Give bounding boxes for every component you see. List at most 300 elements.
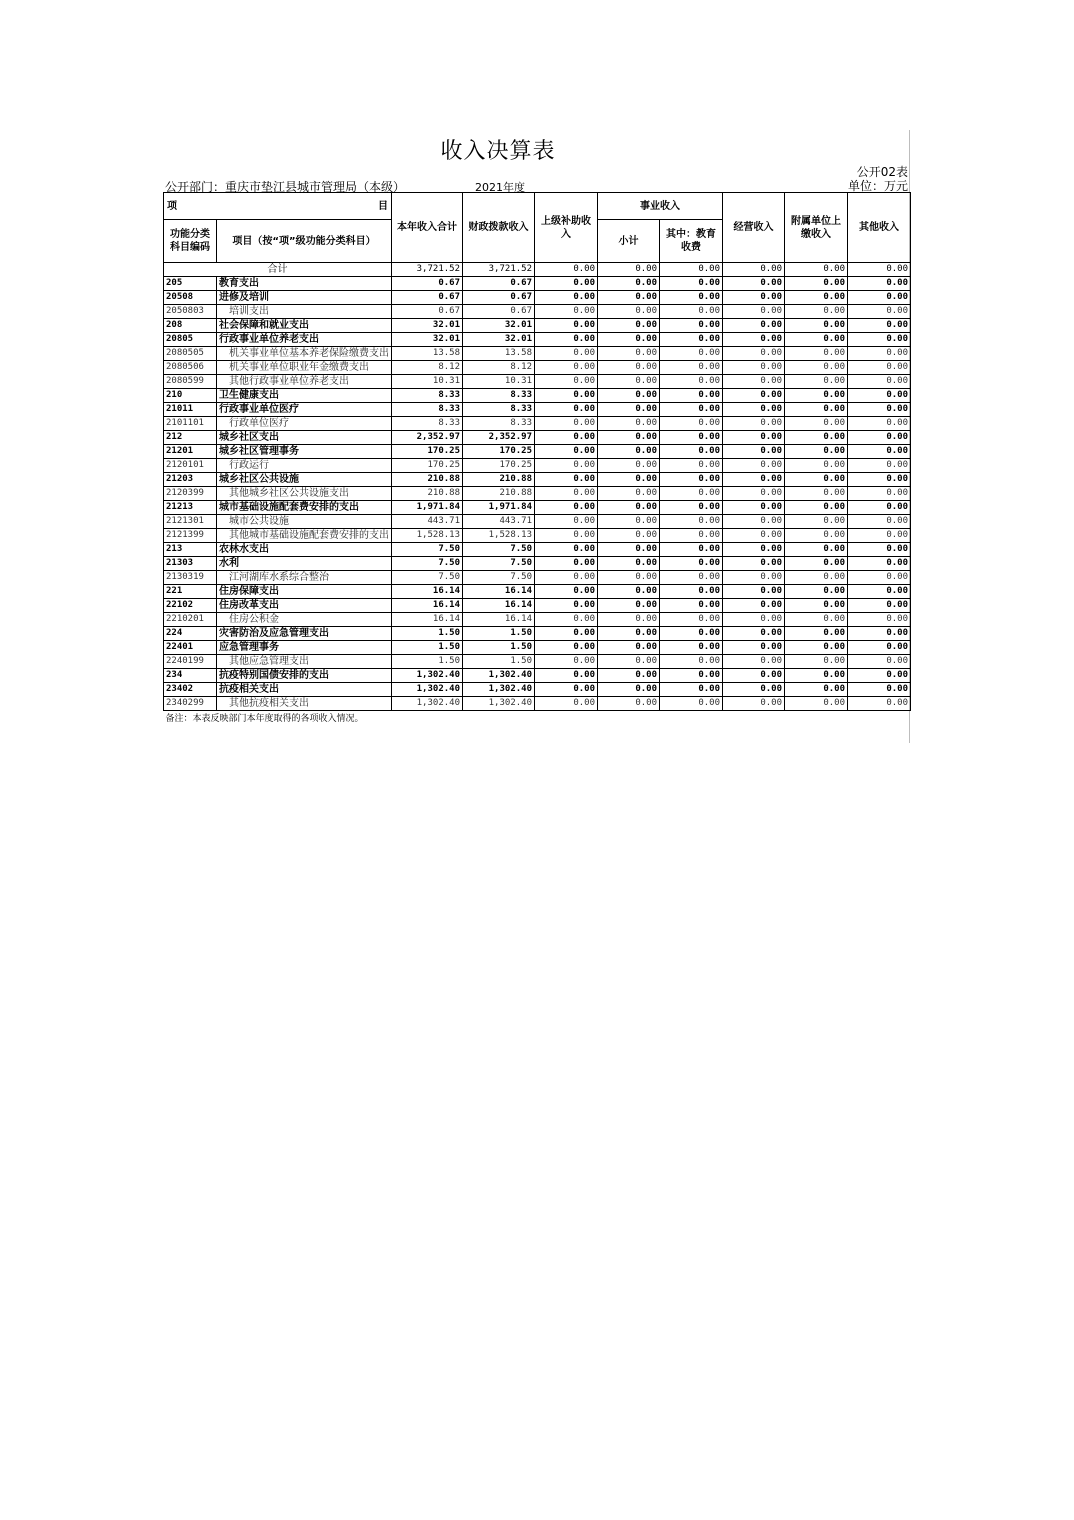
row-value: 0.00 (598, 263, 660, 277)
row-value: 0.00 (723, 291, 785, 305)
row-value: 0.00 (598, 431, 660, 445)
row-value: 0.00 (848, 263, 911, 277)
row-value: 16.14 (463, 613, 535, 627)
row-value: 32.01 (463, 333, 535, 347)
row-name: 卫生健康支出 (217, 389, 392, 403)
row-value: 1,302.40 (392, 697, 463, 711)
row-value: 0.00 (848, 627, 911, 641)
row-value: 0.00 (660, 361, 723, 375)
row-value: 0.00 (723, 375, 785, 389)
row-code: 2101101 (164, 417, 217, 431)
row-name: 应急管理事务 (217, 641, 392, 655)
row-value: 0.00 (848, 641, 911, 655)
row-code: 2240199 (164, 655, 217, 669)
row-value: 0.00 (660, 613, 723, 627)
row-value: 16.14 (392, 585, 463, 599)
row-value: 0.00 (660, 697, 723, 711)
row-name: 培训支出 (217, 305, 392, 319)
row-value: 0.00 (785, 333, 848, 347)
row-value: 1,302.40 (463, 683, 535, 697)
row-value: 0.00 (785, 347, 848, 361)
table-row (164, 641, 911, 655)
row-value: 0.00 (598, 655, 660, 669)
row-value: 0.00 (723, 389, 785, 403)
table-row (164, 291, 911, 305)
row-value: 0.00 (848, 613, 911, 627)
row-value: 0.00 (660, 529, 723, 543)
row-value: 0.00 (848, 459, 911, 473)
row-value: 0.00 (660, 459, 723, 473)
row-code: 221 (164, 585, 217, 599)
table-row (164, 361, 911, 375)
table-row (164, 487, 911, 501)
row-value: 8.33 (463, 389, 535, 403)
row-value: 0.00 (535, 585, 598, 599)
row-value: 0.00 (848, 389, 911, 403)
row-value: 0.00 (535, 501, 598, 515)
row-name: 行政事业单位养老支出 (217, 333, 392, 347)
row-code: 224 (164, 627, 217, 641)
row-value: 0.00 (785, 669, 848, 683)
header-mu: 目 (378, 200, 388, 212)
row-name: 住房保障支出 (217, 585, 392, 599)
row-value: 210.88 (392, 473, 463, 487)
unit-label: 单位：万元 (847, 179, 908, 193)
row-value: 0.00 (785, 277, 848, 291)
page-title: 收入决算表 (440, 139, 556, 164)
row-value: 13.58 (463, 347, 535, 361)
row-name: 其他抗疫相关支出 (217, 697, 392, 711)
row-value: 0.00 (848, 319, 911, 333)
row-value: 0.00 (723, 319, 785, 333)
row-value: 7.50 (463, 571, 535, 585)
row-value: 0.00 (598, 277, 660, 291)
row-value: 0.00 (598, 389, 660, 403)
row-name: 抗疫特别国债安排的支出 (217, 669, 392, 683)
row-value: 0.00 (848, 543, 911, 557)
row-value: 0.00 (785, 389, 848, 403)
row-name: 行政单位医疗 (217, 417, 392, 431)
row-code: 2120101 (164, 459, 217, 473)
row-code: 2121301 (164, 515, 217, 529)
row-value: 0.00 (848, 431, 911, 445)
row-code: 208 (164, 319, 217, 333)
row-value: 0.00 (723, 515, 785, 529)
row-value: 0.00 (660, 305, 723, 319)
row-value: 0.00 (785, 683, 848, 697)
row-value: 1.50 (463, 655, 535, 669)
row-value: 0.00 (848, 655, 911, 669)
row-value: 0.00 (598, 333, 660, 347)
row-value: 0.00 (785, 571, 848, 585)
table-row (164, 473, 911, 487)
row-value: 0.00 (660, 501, 723, 515)
row-value: 0.00 (598, 487, 660, 501)
row-code: 2121399 (164, 529, 217, 543)
table-row (164, 585, 911, 599)
row-value: 16.14 (392, 599, 463, 613)
row-value: 0.00 (785, 305, 848, 319)
income-table (163, 192, 911, 726)
row-value: 0.00 (723, 543, 785, 557)
row-value: 16.14 (463, 599, 535, 613)
table-body (164, 263, 911, 711)
row-value: 0.00 (660, 641, 723, 655)
row-value: 0.00 (660, 599, 723, 613)
row-value: 0.00 (598, 347, 660, 361)
row-value: 0.00 (785, 585, 848, 599)
row-value: 32.01 (463, 319, 535, 333)
row-value: 0.00 (848, 403, 911, 417)
row-value: 0.00 (535, 305, 598, 319)
row-value: 0.00 (598, 459, 660, 473)
table-row (164, 445, 911, 459)
row-value: 0.00 (660, 277, 723, 291)
row-value: 0.00 (660, 473, 723, 487)
row-value: 1.50 (463, 641, 535, 655)
table-row (164, 669, 911, 683)
row-value: 0.67 (392, 305, 463, 319)
row-value: 0.00 (848, 445, 911, 459)
row-value: 0.00 (848, 501, 911, 515)
row-code: 2080506 (164, 361, 217, 375)
row-value: 0.00 (535, 669, 598, 683)
header-edu-fee: 其中：教育收费 (660, 220, 723, 263)
row-value: 0.00 (598, 669, 660, 683)
row-name: 城市基础设施配套费安排的支出 (217, 501, 392, 515)
row-value: 1,302.40 (392, 669, 463, 683)
row-code: 21203 (164, 473, 217, 487)
row-value: 0.00 (598, 557, 660, 571)
row-value: 1,302.40 (392, 683, 463, 697)
row-value: 0.00 (723, 473, 785, 487)
row-value: 10.31 (463, 375, 535, 389)
header-subtotal: 小计 (598, 220, 660, 263)
row-name: 合计 (164, 263, 392, 277)
row-name: 其他应急管理支出 (217, 655, 392, 669)
row-value: 0.00 (723, 417, 785, 431)
row-name: 水利 (217, 557, 392, 571)
row-value: 0.00 (598, 501, 660, 515)
row-value: 1,302.40 (463, 697, 535, 711)
row-code: 205 (164, 277, 217, 291)
row-value: 0.00 (535, 431, 598, 445)
table-row (164, 431, 911, 445)
row-value: 170.25 (463, 459, 535, 473)
row-name: 进修及培训 (217, 291, 392, 305)
row-value: 0.00 (785, 319, 848, 333)
row-value: 0.00 (535, 361, 598, 375)
row-name: 江河湖库水系综合整治 (217, 571, 392, 585)
row-value: 0.00 (535, 319, 598, 333)
row-value: 8.33 (392, 417, 463, 431)
row-value: 0.00 (598, 375, 660, 389)
row-value: 0.00 (848, 291, 911, 305)
row-value: 170.25 (392, 459, 463, 473)
header-fiscal: 财政拨款收入 (463, 193, 535, 263)
row-value: 0.00 (660, 487, 723, 501)
row-value: 0.67 (463, 291, 535, 305)
row-code: 2050803 (164, 305, 217, 319)
row-value: 1.50 (392, 627, 463, 641)
row-name: 抗疫相关支出 (217, 683, 392, 697)
row-value: 0.00 (723, 697, 785, 711)
row-value: 1.50 (463, 627, 535, 641)
row-value: 0.00 (785, 543, 848, 557)
table-note: 备注：本表反映部门本年度取得的各项收入情况。 (164, 711, 911, 727)
row-value: 0.00 (785, 529, 848, 543)
row-value: 0.00 (535, 683, 598, 697)
table-row (164, 543, 911, 557)
row-value: 0.00 (535, 389, 598, 403)
row-value: 0.00 (785, 473, 848, 487)
row-value: 0.00 (660, 515, 723, 529)
row-value: 0.00 (660, 627, 723, 641)
row-code: 20805 (164, 333, 217, 347)
row-value: 0.00 (535, 263, 598, 277)
row-value: 0.00 (535, 291, 598, 305)
row-value: 0.00 (598, 543, 660, 557)
row-value: 16.14 (392, 613, 463, 627)
row-value: 0.00 (598, 445, 660, 459)
row-value: 0.00 (848, 305, 911, 319)
row-value: 8.12 (463, 361, 535, 375)
department-label: 公开部门：重庆市垫江县城市管理局（本级） (165, 180, 406, 194)
row-value: 0.00 (660, 431, 723, 445)
row-value: 0.00 (848, 347, 911, 361)
row-value: 0.00 (848, 571, 911, 585)
form-number: 公开02表 (856, 165, 908, 179)
row-value: 0.00 (723, 683, 785, 697)
row-name: 其他城市基础设施配套费安排的支出 (217, 529, 392, 543)
row-code: 23402 (164, 683, 217, 697)
row-name: 教育支出 (217, 277, 392, 291)
row-code: 212 (164, 431, 217, 445)
row-value: 0.00 (723, 669, 785, 683)
header-upper: 上级补助收入 (535, 193, 598, 263)
row-code: 22102 (164, 599, 217, 613)
row-value: 0.00 (723, 557, 785, 571)
row-value: 0.00 (785, 655, 848, 669)
table-row (164, 347, 911, 361)
row-value: 13.58 (392, 347, 463, 361)
row-name: 其他行政事业单位养老支出 (217, 375, 392, 389)
row-value: 0.00 (598, 319, 660, 333)
row-value: 8.33 (463, 403, 535, 417)
row-value: 0.00 (535, 613, 598, 627)
table-row (164, 697, 911, 711)
row-name: 住房改革支出 (217, 599, 392, 613)
row-value: 7.50 (463, 557, 535, 571)
row-value: 170.25 (392, 445, 463, 459)
header-name: 项目（按“项”级功能分类科目） (217, 220, 392, 263)
row-code: 213 (164, 543, 217, 557)
row-value: 0.00 (848, 669, 911, 683)
row-value: 0.00 (785, 403, 848, 417)
row-value: 0.00 (723, 431, 785, 445)
table-row (164, 333, 911, 347)
row-value: 0.00 (785, 613, 848, 627)
header-business: 事业收入 (598, 193, 723, 220)
row-value: 0.00 (535, 557, 598, 571)
row-value: 0.00 (535, 529, 598, 543)
row-value: 0.00 (535, 473, 598, 487)
row-value: 0.00 (535, 571, 598, 585)
row-value: 7.50 (392, 543, 463, 557)
header-xiang: 项 (167, 200, 177, 212)
row-value: 0.00 (598, 683, 660, 697)
row-value: 0.00 (660, 347, 723, 361)
row-value: 0.00 (598, 599, 660, 613)
row-value: 0.00 (660, 585, 723, 599)
row-value: 0.00 (535, 375, 598, 389)
table-row (164, 277, 911, 291)
row-value: 0.00 (848, 333, 911, 347)
year-label: 2021年度 (475, 181, 525, 194)
row-value: 0.00 (723, 277, 785, 291)
row-value: 0.00 (535, 277, 598, 291)
row-value: 0.00 (598, 515, 660, 529)
row-value: 1,528.13 (463, 529, 535, 543)
row-value: 0.00 (660, 655, 723, 669)
row-value: 0.00 (598, 697, 660, 711)
row-value: 0.00 (785, 501, 848, 515)
row-value: 2,352.97 (392, 431, 463, 445)
row-code: 2120399 (164, 487, 217, 501)
row-value: 0.00 (723, 529, 785, 543)
row-value: 0.00 (535, 655, 598, 669)
row-value: 0.00 (660, 291, 723, 305)
table-row (164, 655, 911, 669)
row-value: 0.00 (723, 305, 785, 319)
row-value: 443.71 (463, 515, 535, 529)
row-value: 1,528.13 (392, 529, 463, 543)
row-name: 城乡社区管理事务 (217, 445, 392, 459)
row-value: 0.00 (723, 487, 785, 501)
row-value: 0.00 (785, 557, 848, 571)
row-value: 8.12 (392, 361, 463, 375)
row-value: 0.00 (785, 431, 848, 445)
row-name: 城市公共设施 (217, 515, 392, 529)
row-value: 443.71 (392, 515, 463, 529)
row-value: 7.50 (392, 571, 463, 585)
row-value: 0.00 (785, 459, 848, 473)
row-value: 210.88 (392, 487, 463, 501)
row-value: 0.00 (848, 417, 911, 431)
row-value: 0.00 (535, 627, 598, 641)
row-value: 2,352.97 (463, 431, 535, 445)
table-row (164, 599, 911, 613)
row-value: 0.00 (660, 333, 723, 347)
row-name: 农林水支出 (217, 543, 392, 557)
header-operating: 经营收入 (723, 193, 785, 263)
row-value: 0.00 (660, 557, 723, 571)
row-value: 0.00 (598, 473, 660, 487)
header-affiliated: 附属单位上缴收入 (785, 193, 848, 263)
table-row (164, 319, 911, 333)
row-name: 行政事业单位医疗 (217, 403, 392, 417)
row-value: 0.00 (598, 627, 660, 641)
row-value: 0.00 (723, 333, 785, 347)
total-row (164, 263, 911, 277)
row-value: 0.00 (723, 571, 785, 585)
header-other: 其他收入 (848, 193, 911, 263)
row-value: 0.00 (598, 417, 660, 431)
header-code: 功能分类科目编码 (164, 220, 217, 263)
table-row (164, 571, 911, 585)
row-value: 0.00 (535, 543, 598, 557)
row-value: 0.00 (535, 459, 598, 473)
table-row (164, 627, 911, 641)
table-row (164, 683, 911, 697)
row-value: 8.33 (463, 417, 535, 431)
row-value: 0.00 (535, 347, 598, 361)
row-value: 0.00 (660, 445, 723, 459)
row-value: 0.00 (785, 263, 848, 277)
row-value: 1,302.40 (463, 669, 535, 683)
row-value: 7.50 (463, 543, 535, 557)
row-value: 0.00 (785, 361, 848, 375)
row-value: 8.33 (392, 403, 463, 417)
row-value: 170.25 (463, 445, 535, 459)
row-value: 0.00 (660, 543, 723, 557)
row-code: 2080505 (164, 347, 217, 361)
row-value: 0.00 (723, 599, 785, 613)
row-name: 其他城乡社区公共设施支出 (217, 487, 392, 501)
row-name: 行政运行 (217, 459, 392, 473)
row-value: 0.00 (598, 529, 660, 543)
row-value: 0.67 (392, 277, 463, 291)
row-value: 0.00 (598, 571, 660, 585)
row-code: 21201 (164, 445, 217, 459)
row-value: 0.00 (535, 487, 598, 501)
row-value: 1.50 (392, 655, 463, 669)
row-value: 3,721.52 (463, 263, 535, 277)
row-value: 0.00 (848, 697, 911, 711)
row-value: 0.00 (848, 529, 911, 543)
row-value: 0.00 (848, 277, 911, 291)
row-value: 0.00 (785, 599, 848, 613)
row-value: 0.00 (598, 585, 660, 599)
row-value: 0.00 (848, 361, 911, 375)
row-code: 21011 (164, 403, 217, 417)
row-value: 0.00 (535, 641, 598, 655)
row-value: 0.00 (848, 683, 911, 697)
row-value: 0.00 (785, 417, 848, 431)
row-code: 22401 (164, 641, 217, 655)
row-value: 16.14 (463, 585, 535, 599)
row-value: 0.00 (598, 641, 660, 655)
row-name: 机关事业单位基本养老保险缴费支出 (217, 347, 392, 361)
row-value: 0.00 (785, 445, 848, 459)
header-xiang-mu (164, 193, 392, 220)
table-row (164, 305, 911, 319)
row-name: 社会保障和就业支出 (217, 319, 392, 333)
row-value: 0.00 (535, 599, 598, 613)
row-value: 0.00 (785, 515, 848, 529)
row-name: 城乡社区公共设施 (217, 473, 392, 487)
row-name: 机关事业单位职业年金缴费支出 (217, 361, 392, 375)
row-code: 20508 (164, 291, 217, 305)
row-value: 0.67 (463, 305, 535, 319)
row-value: 0.00 (660, 403, 723, 417)
row-value: 0.00 (785, 487, 848, 501)
row-value: 32.01 (392, 333, 463, 347)
row-code: 21213 (164, 501, 217, 515)
table-row (164, 375, 911, 389)
row-code: 21303 (164, 557, 217, 571)
row-value: 0.00 (535, 403, 598, 417)
